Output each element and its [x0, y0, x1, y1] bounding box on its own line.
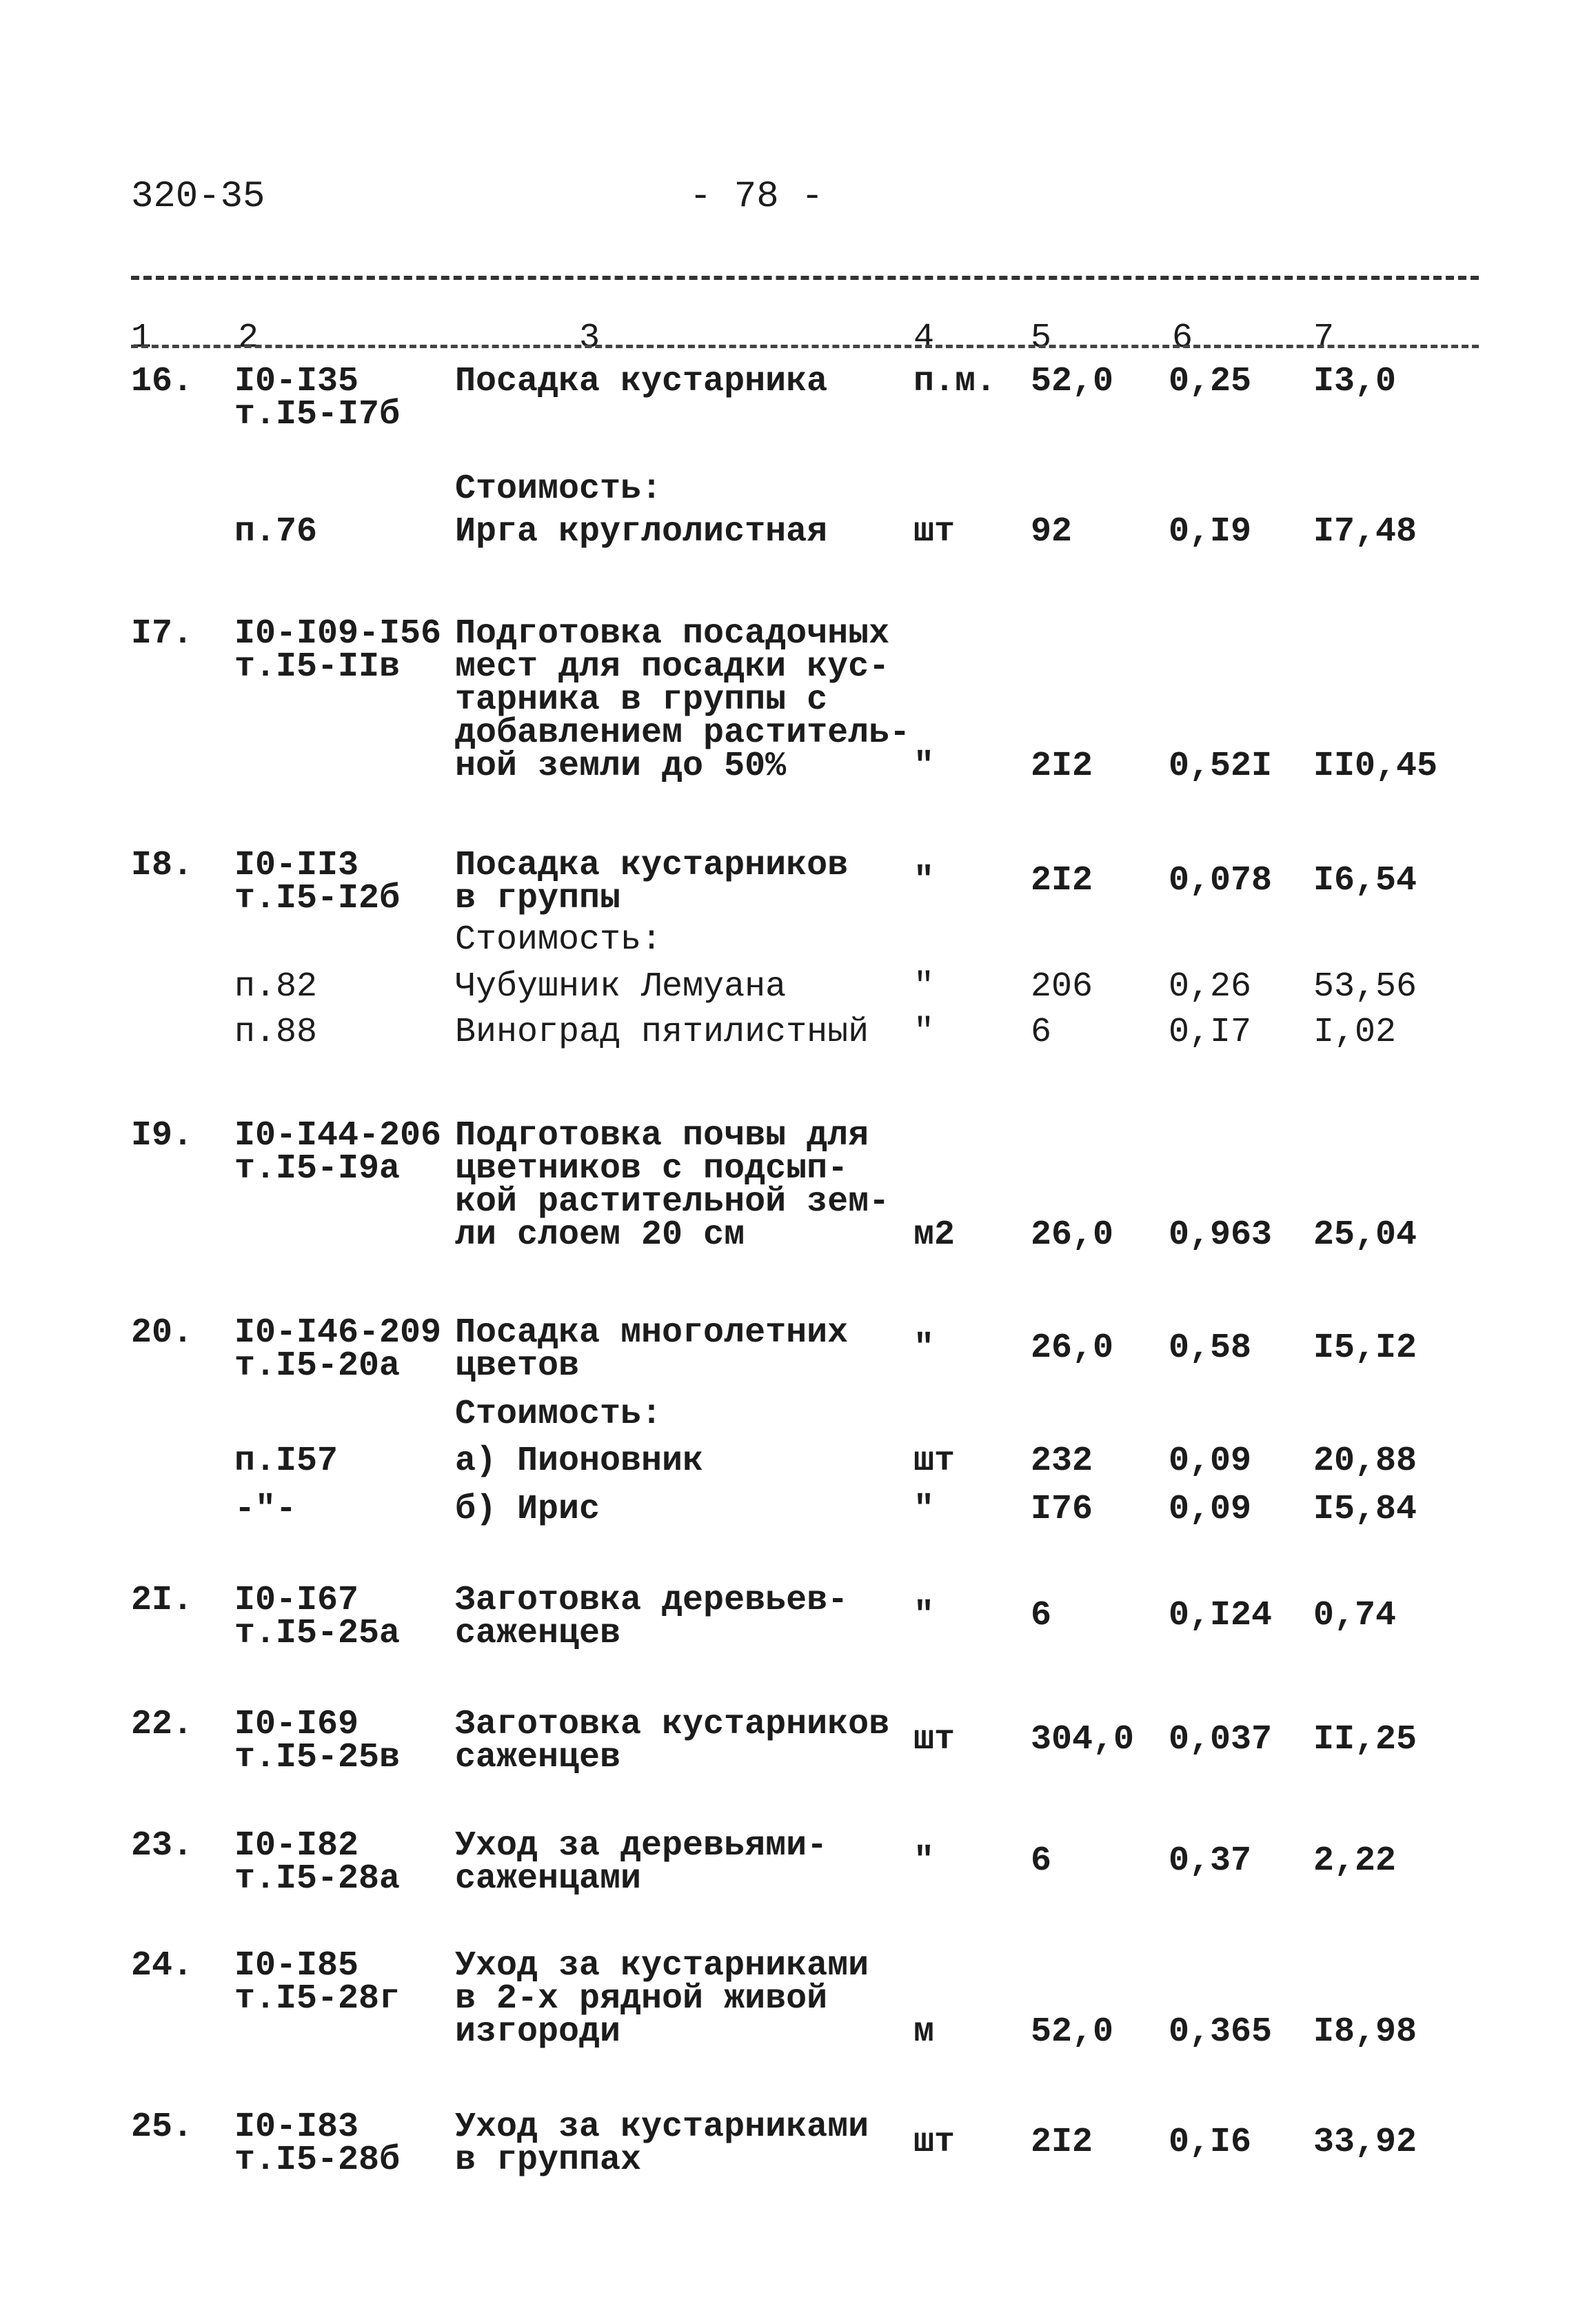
row-description: Посадка кустарника: [455, 362, 828, 401]
row-unit: м2: [913, 1215, 956, 1255]
row-total: 20,88: [1313, 1442, 1417, 1481]
row-unit: ": [913, 1841, 935, 1881]
row-number: 16.: [131, 362, 194, 401]
row-code: I0-II3 т.I5-I2б: [234, 846, 401, 918]
row-total: I,02: [1313, 1013, 1397, 1052]
row-number: 22.: [131, 1705, 194, 1744]
row-description: Уход за деревьями- саженцами: [455, 1826, 828, 1899]
top-dashed-rule: [131, 276, 1479, 280]
row-total: I8,98: [1313, 2012, 1417, 2052]
row-norm: 0,26: [1169, 967, 1252, 1007]
row-unit: ": [913, 1013, 935, 1052]
row-norm: 0,25: [1169, 362, 1252, 401]
row-number: 20.: [131, 1313, 194, 1353]
column-number-header: [0, 319, 1596, 360]
row-quantity: 2I2: [1031, 2123, 1093, 2162]
row-code: п.88: [234, 1013, 318, 1052]
column-number-1: 1: [131, 319, 152, 358]
row-total: I6,54: [1313, 861, 1417, 900]
row-unit: шт: [913, 1720, 956, 1759]
row-norm: 0,I24: [1169, 1596, 1273, 1635]
row-quantity: 26,0: [1031, 1215, 1114, 1255]
row-description: Стоимость:: [455, 920, 663, 960]
table-row: [0, 1705, 1596, 1777]
table-row: [0, 1581, 1596, 1653]
table-row: [0, 1116, 1596, 1255]
table-row: [0, 1946, 1596, 2052]
row-description: Стоимость:: [455, 1395, 663, 1434]
row-number: I7.: [131, 614, 194, 654]
row-quantity: 6: [1031, 1841, 1052, 1881]
row-description: Чубушник Лемуана: [455, 967, 787, 1007]
column-number-4: 4: [913, 319, 935, 358]
row-total: 2,22: [1313, 1841, 1397, 1881]
table-row: [0, 512, 1596, 552]
row-unit: ": [913, 747, 935, 786]
row-total: 53,56: [1313, 967, 1417, 1007]
row-number: I8.: [131, 846, 194, 885]
row-total: II,25: [1313, 1720, 1417, 1759]
row-code: п.82: [234, 967, 318, 1007]
column-header-dashed-rule: [131, 345, 1479, 348]
column-number-3: 3: [579, 319, 600, 358]
column-number-2: 2: [238, 319, 259, 358]
row-number: 23.: [131, 1826, 194, 1866]
row-unit: шт: [913, 2123, 956, 2162]
row-description: Уход за кустарниками в 2-х рядной живой изгороди: [455, 1946, 869, 2052]
row-code: I0-I46-209 т.I5-20а: [234, 1313, 442, 1386]
row-total: I7,48: [1313, 512, 1417, 552]
row-code: I0-I09-I56 т.I5-IIв: [234, 614, 442, 687]
row-code: I0-I35 т.I5-I7б: [234, 362, 401, 434]
row-code: I0-I85 т.I5-28г: [234, 1946, 401, 2019]
row-code: I0-I83 т.I5-28б: [234, 2108, 401, 2180]
table-row: [0, 1395, 1596, 1434]
table-row: [0, 967, 1596, 1007]
row-description: Посадка многолетних цветов: [455, 1313, 849, 1386]
column-number-7: 7: [1313, 319, 1335, 358]
row-description: Ирга круглолистная: [455, 512, 828, 552]
row-total: I5,84: [1313, 1490, 1417, 1529]
row-unit: ": [913, 967, 935, 1007]
row-quantity: 26,0: [1031, 1328, 1114, 1368]
row-unit: п.м.: [913, 362, 997, 401]
row-code: I0-I67 т.I5-25а: [234, 1581, 401, 1653]
row-number: 24.: [131, 1946, 194, 1985]
row-total: 25,04: [1313, 1215, 1417, 1255]
row-number: 25.: [131, 2108, 194, 2147]
row-total: I5,I2: [1313, 1328, 1417, 1368]
row-description: Заготовка кустарников саженцев: [455, 1705, 890, 1777]
row-description: Уход за кустарниками в группах: [455, 2108, 869, 2180]
table-row: [0, 2108, 1596, 2180]
row-description: Подготовка посадочных мест для посадки кус- тарника в группы с добавлением раститель- ной земли до 50%: [455, 614, 911, 786]
table-row: [0, 1826, 1596, 1899]
row-description: Виноград пятилистный: [455, 1013, 869, 1052]
row-norm: 0,037: [1169, 1720, 1273, 1759]
row-norm: 0,963: [1169, 1215, 1273, 1255]
row-norm: 0,365: [1169, 2012, 1273, 2052]
row-quantity: 6: [1031, 1596, 1052, 1635]
row-total: 33,92: [1313, 2123, 1417, 2162]
row-unit: ": [913, 861, 935, 900]
table-row: [0, 1313, 1596, 1386]
row-code: I0-I44-206 т.I5-I9а: [234, 1116, 442, 1189]
row-norm: 0,09: [1169, 1490, 1252, 1529]
table-row: [0, 1442, 1596, 1481]
row-code: I0-I69 т.I5-25в: [234, 1705, 401, 1777]
row-code: п.76: [234, 512, 318, 552]
row-quantity: 52,0: [1031, 362, 1114, 401]
table-row: [0, 362, 1596, 434]
column-number-6: 6: [1172, 319, 1193, 358]
row-total: 0,74: [1313, 1596, 1397, 1635]
row-code: I0-I82 т.I5-28а: [234, 1826, 401, 1899]
row-unit: ": [913, 1596, 935, 1635]
row-unit: шт: [913, 1442, 956, 1481]
row-description: а) Пионовник: [455, 1442, 704, 1481]
row-number: I9.: [131, 1116, 194, 1155]
page-number: - 78 -: [689, 176, 824, 218]
row-quantity: 2I2: [1031, 747, 1093, 786]
row-description: Стоимость:: [455, 469, 663, 509]
table-row: [0, 469, 1596, 509]
row-description: б) Ирис: [455, 1490, 600, 1529]
table-row: [0, 1490, 1596, 1529]
row-quantity: 6: [1031, 1013, 1052, 1052]
row-total: I3,0: [1313, 362, 1397, 401]
table-row: [0, 614, 1596, 786]
row-quantity: 52,0: [1031, 2012, 1114, 2052]
table-row: [0, 1013, 1596, 1052]
row-quantity: 92: [1031, 512, 1073, 552]
row-quantity: I76: [1031, 1490, 1093, 1529]
row-quantity: 232: [1031, 1442, 1093, 1481]
row-norm: 0,I6: [1169, 2123, 1252, 2162]
row-description: Заготовка деревьев- саженцев: [455, 1581, 849, 1653]
row-unit: шт: [913, 512, 956, 552]
table-row: [0, 920, 1596, 960]
row-unit: ": [913, 1328, 935, 1368]
row-norm: 0,09: [1169, 1442, 1252, 1481]
row-norm: 0,I9: [1169, 512, 1252, 552]
document-code: 320-35: [131, 176, 265, 218]
row-quantity: 206: [1031, 967, 1093, 1007]
row-total: II0,45: [1313, 747, 1438, 786]
row-code: -"-: [234, 1490, 297, 1529]
table-row: [0, 846, 1596, 918]
row-description: Посадка кустарников в группы: [455, 846, 849, 918]
row-code: п.I57: [234, 1442, 339, 1481]
row-norm: 0,58: [1169, 1328, 1252, 1368]
row-number: 2I.: [131, 1581, 194, 1620]
row-quantity: 2I2: [1031, 861, 1093, 900]
row-unit: ": [913, 1490, 935, 1529]
row-quantity: 304,0: [1031, 1720, 1135, 1759]
row-unit: м: [913, 2012, 935, 2052]
row-description: Подготовка почвы для цветников с подсып- кой растительной зем- ли слоем 20 см: [455, 1116, 890, 1255]
row-norm: 0,37: [1169, 1841, 1252, 1881]
row-norm: 0,I7: [1169, 1013, 1252, 1052]
row-norm: 0,52I: [1169, 747, 1273, 786]
row-norm: 0,078: [1169, 861, 1273, 900]
column-number-5: 5: [1031, 319, 1052, 358]
